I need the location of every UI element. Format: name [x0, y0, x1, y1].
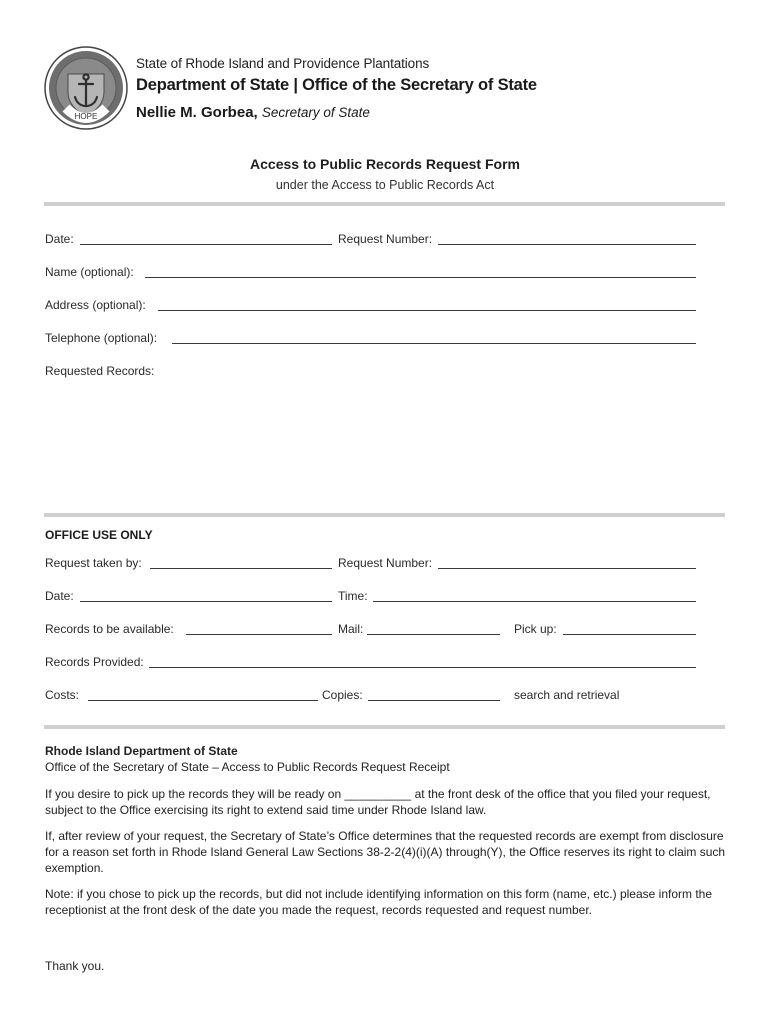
form-title: Access to Public Records Request Form [250, 156, 520, 172]
secretary-name: Nellie M. Gorbea, [136, 104, 258, 121]
receipt-heading: Rhode Island Department of State [45, 744, 238, 758]
department-name: Department of State | Office of the Secretary of State [136, 76, 537, 94]
name-label: Name (optional): [45, 265, 134, 279]
time-field[interactable] [373, 601, 696, 602]
costs-field[interactable] [88, 700, 318, 701]
copies-label: Copies: [322, 688, 363, 702]
receipt-subheading: Office of the Secretary of State – Access to Public Records Request Receipt [45, 760, 450, 774]
office-date-label: Date: [45, 589, 74, 603]
copies-field[interactable] [368, 700, 500, 701]
records-provided-field[interactable] [149, 667, 696, 668]
office-request-number-label: Request Number: [338, 556, 433, 570]
pick-up-label: Pick up: [514, 622, 557, 636]
telephone-label: Telephone (optional): [45, 331, 158, 345]
receipt-paragraph-note: Note: if you chose to pick up the records, but did not include identifying information on this form (name, etc.) please inform the receptionist at the front desk of the date you made the request, records requested and request number. [45, 887, 713, 917]
mail-field[interactable] [367, 634, 500, 635]
address-label: Address (optional): [45, 298, 146, 312]
request-number-field[interactable] [438, 244, 696, 245]
time-label: Time: [338, 589, 368, 603]
name-field[interactable] [145, 277, 696, 278]
mail-label: Mail: [338, 622, 364, 636]
receipt-paragraph-pickup: If you desire to pick up the records they will be ready on __________ at the front desk of the office that you filed your request, subject to the Office exercising its right to extend said time under Rhode Island law. [45, 787, 711, 817]
receipt-paragraph-exemption: If, after review of your request, the Secretary of State’s Office determines that the requested records are exempt from disclosure for a reason set forth in Rhode Island General Law Sections 38-2-2(4)(i)(A) through(Y), the Office reserves its right to claim such exemption. [45, 829, 726, 875]
office-request-number-field[interactable] [438, 568, 696, 569]
records-available-field[interactable] [186, 634, 332, 635]
telephone-field[interactable] [172, 343, 696, 344]
date-field[interactable] [80, 244, 332, 245]
search-retrieval-label: search and retrieval [514, 688, 620, 702]
receipt-closing: Thank you. [45, 959, 105, 973]
secretary-title: Secretary of State [261, 105, 370, 120]
divider [44, 202, 725, 206]
requested-records-label: Requested Records: [45, 364, 155, 378]
request-number-label: Request Number: [338, 232, 433, 246]
seal-text: HOPE [74, 112, 98, 121]
records-available-label: Records to be available: [45, 622, 174, 636]
divider [44, 513, 725, 517]
costs-label: Costs: [45, 688, 80, 702]
request-taken-by-label: Request taken by: [45, 556, 142, 570]
date-label: Date: [45, 232, 74, 246]
office-date-field[interactable] [80, 601, 332, 602]
office-use-heading: OFFICE USE ONLY [45, 528, 153, 542]
request-taken-by-field[interactable] [150, 568, 332, 569]
requested-records-area[interactable] [45, 384, 725, 504]
form-subtitle: under the Access to Public Records Act [275, 178, 495, 192]
records-provided-label: Records Provided: [45, 655, 144, 669]
secretary-line [136, 104, 370, 121]
pick-up-field[interactable] [563, 634, 696, 635]
state-name: State of Rhode Island and Providence Plantations [136, 56, 430, 71]
state-seal-icon [44, 46, 128, 130]
divider [44, 725, 725, 729]
address-field[interactable] [158, 310, 696, 311]
